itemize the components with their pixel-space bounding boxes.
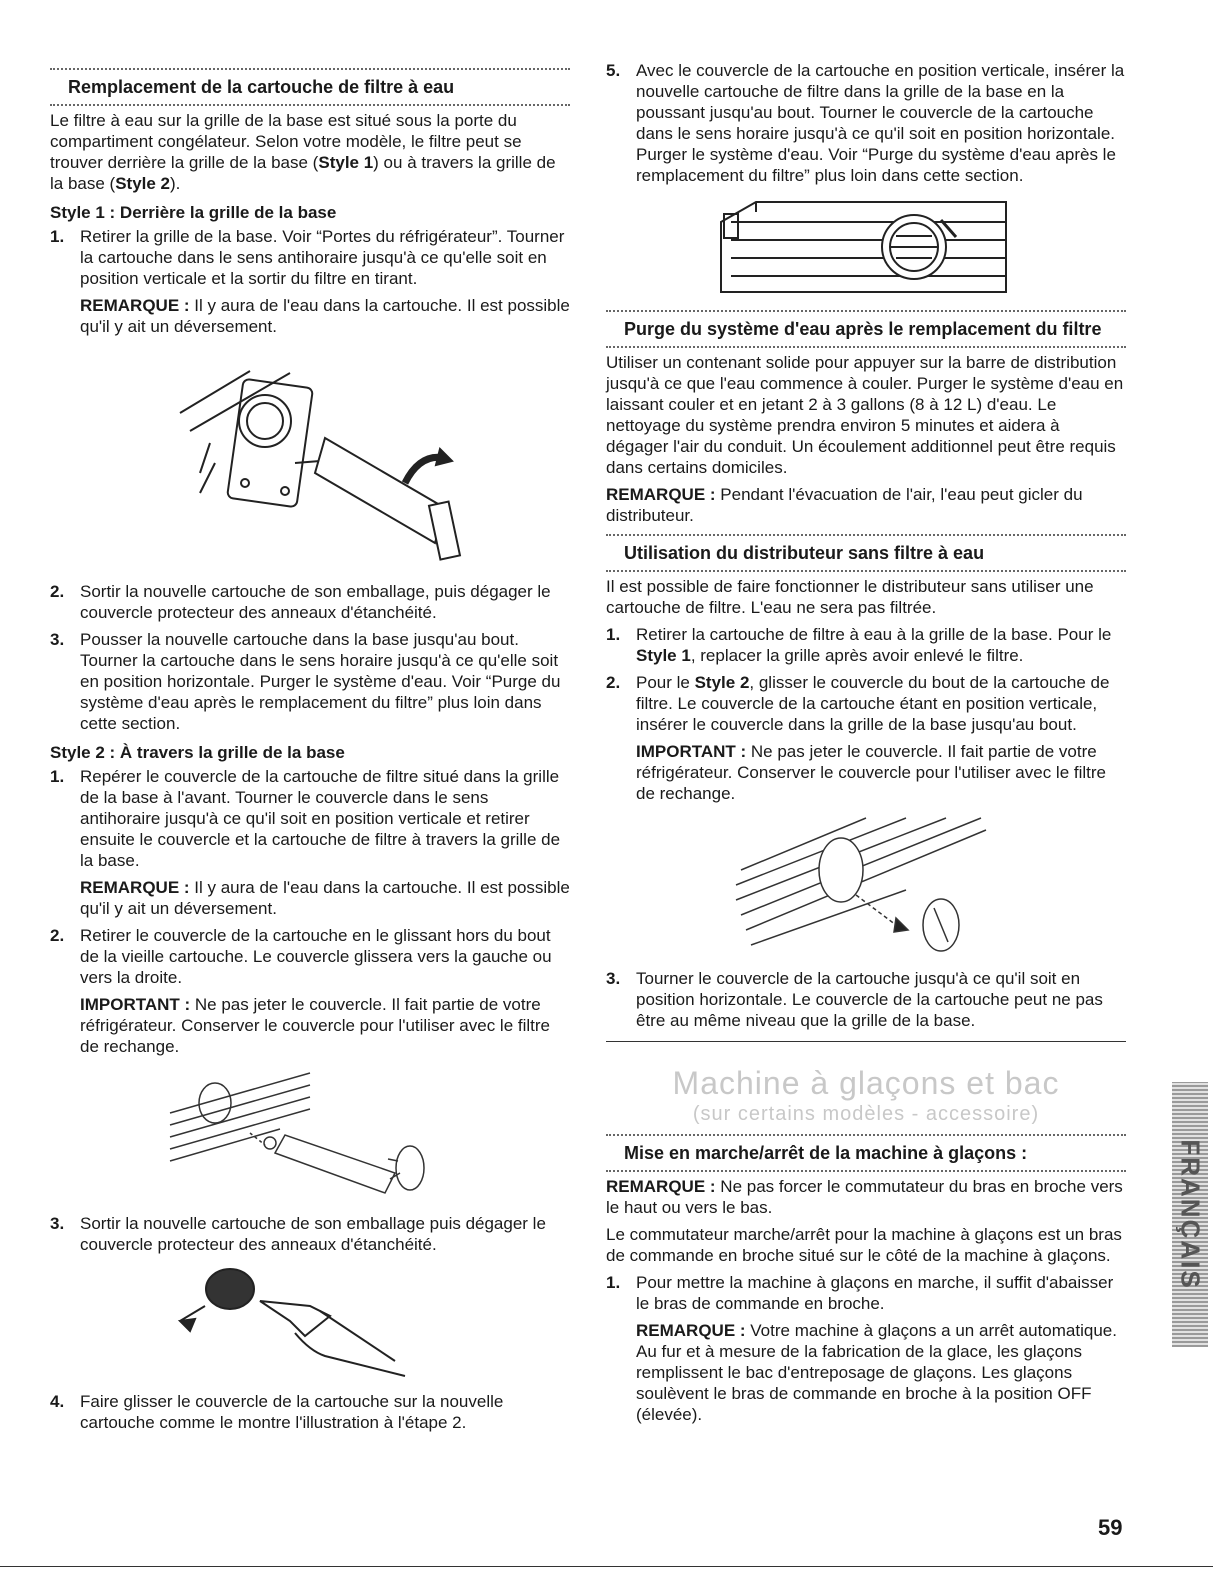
divider — [606, 570, 1126, 572]
section-purge — [606, 310, 1126, 348]
divider — [606, 346, 1126, 348]
icemaker-paragraph: Le commutateur marche/arrêt pour la machine à glaçons est un bras de commande en broche situé sur le côté de la machine à glaçons. — [606, 1225, 1122, 1265]
right-column — [606, 60, 1126, 1431]
bottom-rule — [0, 1566, 1213, 1567]
icemaker-step-note: REMARQUE : Votre machine à glaçons a un arrêt automatique. Au fur et à mesure de la fabrication de la glace, les glaçons remplissent le bac d'entreposage de glaçons. Les glaçons soulèvent le bras de commande en broche à la position OFF (élevée). — [636, 1321, 1117, 1424]
purge-note: REMARQUE : Pendant l'évacuation de l'air, l'eau peut gicler du distributeur. — [606, 485, 1083, 525]
divider — [50, 104, 570, 106]
divider — [606, 534, 1126, 536]
section-icemaker — [606, 1134, 1126, 1172]
section-separator — [606, 1041, 1126, 1042]
divider — [606, 1134, 1126, 1136]
section-title: Utilisation du distributeur sans filtre à eau — [624, 543, 985, 563]
style2-step-5: 5. Avec le couvercle de la cartouche en position verticale, insérer la nouvelle cartouche de filtre dans la grille de la base en la poussant jusqu'au bout. Tourner le couvercle de la cartouche dans le sens horaire jusqu'à ce qu'il soit en position horizontale. Purger le système d'eau. Voir “Purge du système d'eau après le remplacement du filtre” plus loin dans cette section. — [606, 61, 1125, 185]
divider — [50, 68, 570, 70]
section-title: Purge du système d'eau après le remplacement du filtre — [624, 319, 1102, 339]
divider — [606, 1170, 1126, 1172]
filter-removal-illustration — [50, 343, 570, 571]
section-title: Mise en marche/arrêt de la machine à glaçons : — [624, 1143, 1028, 1163]
style1-note: REMARQUE : Il y aura de l'eau dans la cartouche. Il est possible qu'il y ait un déversement. — [80, 296, 570, 336]
style1-step-2: 2. Sortir la nouvelle cartouche de son emballage, puis dégager le couvercle protecteur des anneaux d'étanchéité. — [50, 582, 551, 622]
icemaker-banner — [606, 1064, 1126, 1126]
style1-step-3: 3. Pousser la nouvelle cartouche dans la base jusqu'au bout. Tourner la cartouche dans le sens horaire jusqu'à ce qu'elle soit en position horizontale. Purger le système d'eau. Voir “Purge du système d'eau après le remplacement du filtre” plus loin dans cette section. — [50, 630, 561, 733]
section-title: Remplacement de la cartouche de filtre à eau — [68, 77, 455, 97]
intro-paragraph: Le filtre à eau sur la grille de la base est situé sous la porte du compartiment congélateur. Selon votre modèle, le filtre peut se trouver derrière la grille de la base (Style 1) ou à travers la grille de la base (Style 2). — [50, 111, 556, 193]
style1-heading: Style 1 : Derrière la grille de la base — [50, 203, 337, 222]
style2-step-2: 2. Retirer le couvercle de la cartouche en le glissant hors du bout de la vieille cartouche. Le couvercle glissera vers la gauche ou vers la droite. — [50, 926, 552, 987]
banner-title: Machine à glaçons et bac — [672, 1065, 1060, 1101]
cap-insertion-illustration — [606, 810, 1126, 958]
style2-important: IMPORTANT : Ne pas jeter le couvercle. Il fait partie de votre réfrigérateur. Conserver le couvercle pour l'utiliser avec le filtre de rechange. — [80, 995, 550, 1056]
cap-removal-illustration — [50, 1063, 570, 1203]
left-column — [50, 60, 570, 1439]
no-filter-step-1: 1. Retirer la cartouche de filtre à eau à la grille de la base. Pour le Style 1, replacer la grille après avoir enlevé le filtre. — [606, 625, 1112, 665]
style1-step-1: 1. Retirer la grille de la base. Voir “Portes du réfrigérateur”. Tourner la cartouche dans le sens antihoraire jusqu'à ce qu'elle soit en position verticale et la sortir du filtre en tirant. — [50, 227, 565, 288]
cartridge-insertion-illustration — [606, 192, 1126, 300]
no-filter-step-3: 3. Tourner le couvercle de la cartouche jusqu'à ce qu'il soit en position horizontale. Le couvercle de la cartouche peut ne pas être au même niveau que la grille de la base. — [606, 969, 1103, 1030]
purge-paragraph: Utiliser un contenant solide pour appuyer sur la barre de distribution jusqu'à ce que l'eau commence à couler. Purger le système d'eau en laissant couler et en jetant 2 à 3 gallons (8 à 12 L) d'eau. Le nettoyage du système prendra environ 5 minutes et aidera à dégager l'air du conduit. Un écoulement additionnel peut être requis dans certains domiciles. — [606, 353, 1124, 477]
style2-heading: Style 2 : À travers la grille de la base — [50, 743, 345, 762]
no-filter-step-2: 2. Pour le Style 2, glisser le couvercle du bout de la cartouche de filtre. Le couvercle de la cartouche étant en position verticale, insérer le couvercle dans la grille de la base jusqu'au bout. — [606, 673, 1110, 734]
style2-step-3: 3. Sortir la nouvelle cartouche de son emballage puis dégager le couvercle protecteur des anneaux d'étanchéité. — [50, 1214, 546, 1254]
style2-note: REMARQUE : Il y aura de l'eau dans la cartouche. Il est possible qu'il y ait un déversement. — [80, 878, 570, 918]
no-filter-important: IMPORTANT : Ne pas jeter le couvercle. Il fait partie de votre réfrigérateur. Conserver le couvercle pour l'utiliser avec le filtre de rechange. — [636, 742, 1106, 803]
section-filter-replacement — [50, 68, 570, 106]
no-filter-intro: Il est possible de faire fonctionner le distributeur sans utiliser une cartouche de filtre. L'eau ne sera pas filtrée. — [606, 577, 1094, 617]
icemaker-step-1: 1. Pour mettre la machine à glaçons en marche, il suffit d'abaisser le bras de commande en broche. — [606, 1273, 1114, 1313]
new-cartridge-illustration — [50, 1261, 570, 1381]
style2-step-1: 1. Repérer le couvercle de la cartouche de filtre situé dans la grille de la base à l'avant. Tourner le couvercle dans le sens antihoraire jusqu'à ce qu'il soit en position verticale et retirer ensuite le couvercle et la cartouche de filtre à travers la grille de la base. — [50, 767, 561, 870]
style2-step-4: 4. Faire glisser le couvercle de la cartouche sur la nouvelle cartouche comme le montre l'illustration à l'étape 2. — [50, 1392, 504, 1432]
page-number: 59 — [1098, 1515, 1123, 1540]
banner-subtitle: (sur certains modèles - accessoire) — [692, 1103, 1040, 1125]
section-no-filter — [606, 534, 1126, 572]
icemaker-note: REMARQUE : Ne pas forcer le commutateur du bras en broche vers le haut ou vers le bas. — [606, 1177, 1123, 1217]
divider — [606, 310, 1126, 312]
language-side-tab: FRANÇAIS — [1172, 1082, 1208, 1347]
